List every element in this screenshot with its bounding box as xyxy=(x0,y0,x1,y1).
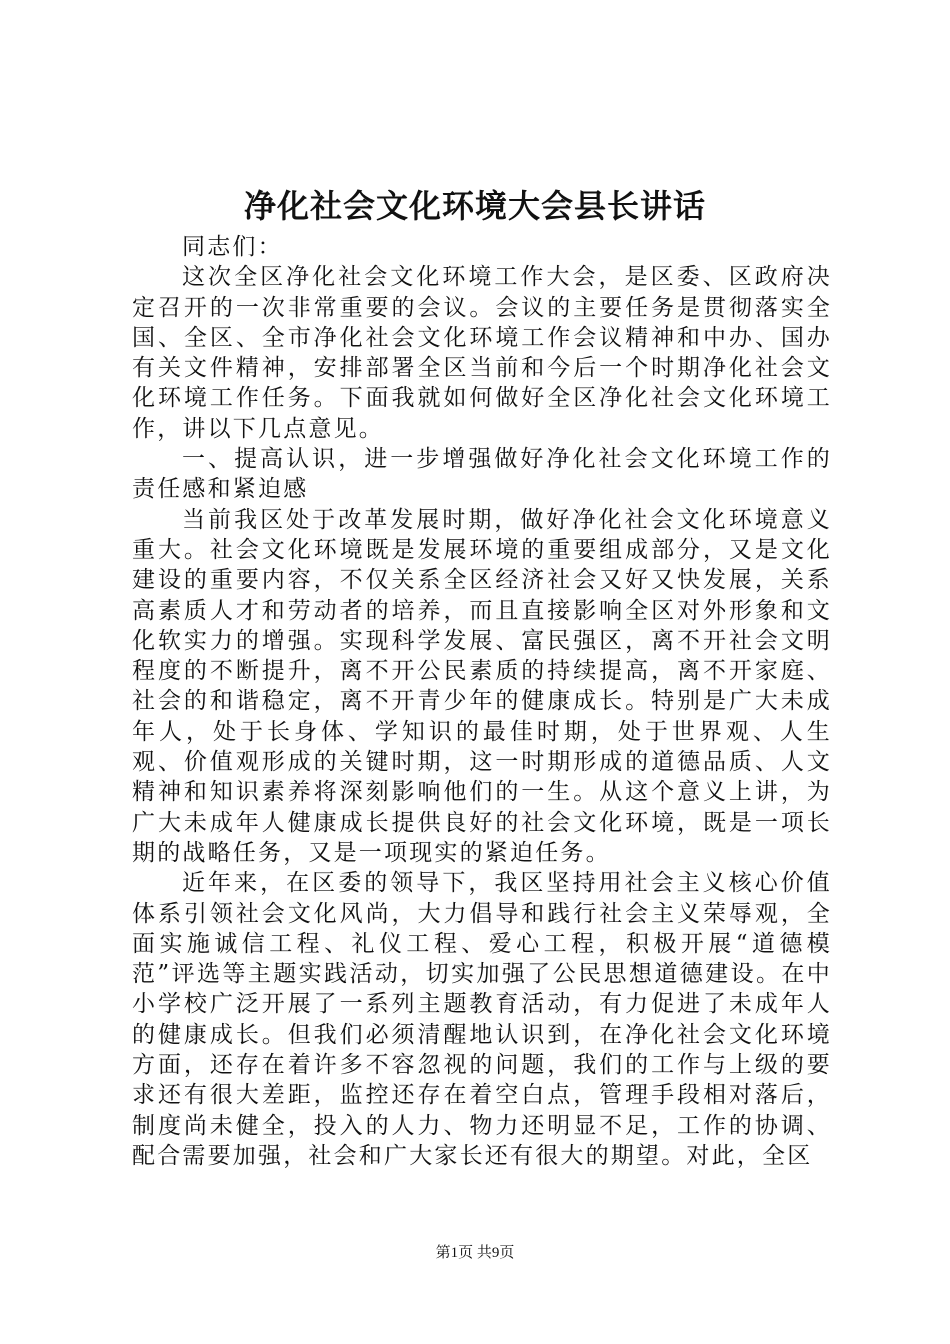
body-paragraph: 当前我区处于改革发展时期，做好净化社会文化环境意义重大。社会文化环境既是发展环境的重要组成部分，又是文化建设的重要内容，不仅关系全区经济社会又好又快发展，关系高素质人才和劳动者的培养，而且直接影响全区对外形象和文化软实力的增强。实现科学发展、富民强区，离不开社会文明程度的不断提升，离不开公民素质的持续提高，离不开家庭、社会的和谐稳定，离不开青少年的健康成长。特别是广大未成年人，处于长身体、学知识的最佳时期，处于世界观、人生观、价值观形成的关键时期，这一时期形成的道德品质、人文精神和知识素养将深刻影响他们的一生。从这个意义上讲，为广大未成年人健康成长提供良好的社会文化环境，既是一项长期的战略任务，又是一项现实的紧迫任务。 xyxy=(132,506,832,866)
document-title: 净化社会文化环境大会县长讲话 xyxy=(243,187,706,225)
salutation-paragraph: 同志们： xyxy=(182,234,283,260)
document-body xyxy=(132,232,832,1171)
section-heading-1: 一、提高认识，进一步增强做好净化社会文化环境工作的责任感和紧迫感 xyxy=(132,446,832,503)
page-footer: 第1页 共9页 xyxy=(435,1245,515,1261)
body-paragraph: 近年来，在区委的领导下，我区坚持用社会主义核心价值体系引领社会文化风尚，大力倡导和践行社会主义荣辱观，全面实施诚信工程、礼仪工程、爱心工程，积极开展“道德模范”评选等主题实践活动，切实加强了公民思想道德建设。在中小学校广泛开展了一系列主题教育活动，有力促进了未成年人的健康成长。但我们必须清醒地认识到，在净化社会文化环境方面，还存在着许多不容忽视的问题，我们的工作与上级的要求还有很大差距，监控还存在着空白点，管理手段相对落后，制度尚未健全，投入的人力、物力还明显不足，工作的协调、配合需要加强，社会和广大家长还有很大的期望。对此，全区 xyxy=(132,870,832,1169)
intro-paragraph: 这次全区净化社会文化环境工作大会，是区委、区政府决定召开的一次非常重要的会议。会议的主要任务是贯彻落实全国、全区、全市净化社会文化环境工作会议精神和中办、国办有关文件精神，安排部署全区当前和今后一个时期净化社会文化环境工作任务。下面我就如何做好全区净化社会文化环境工作，讲以下几点意见。 xyxy=(132,264,832,442)
